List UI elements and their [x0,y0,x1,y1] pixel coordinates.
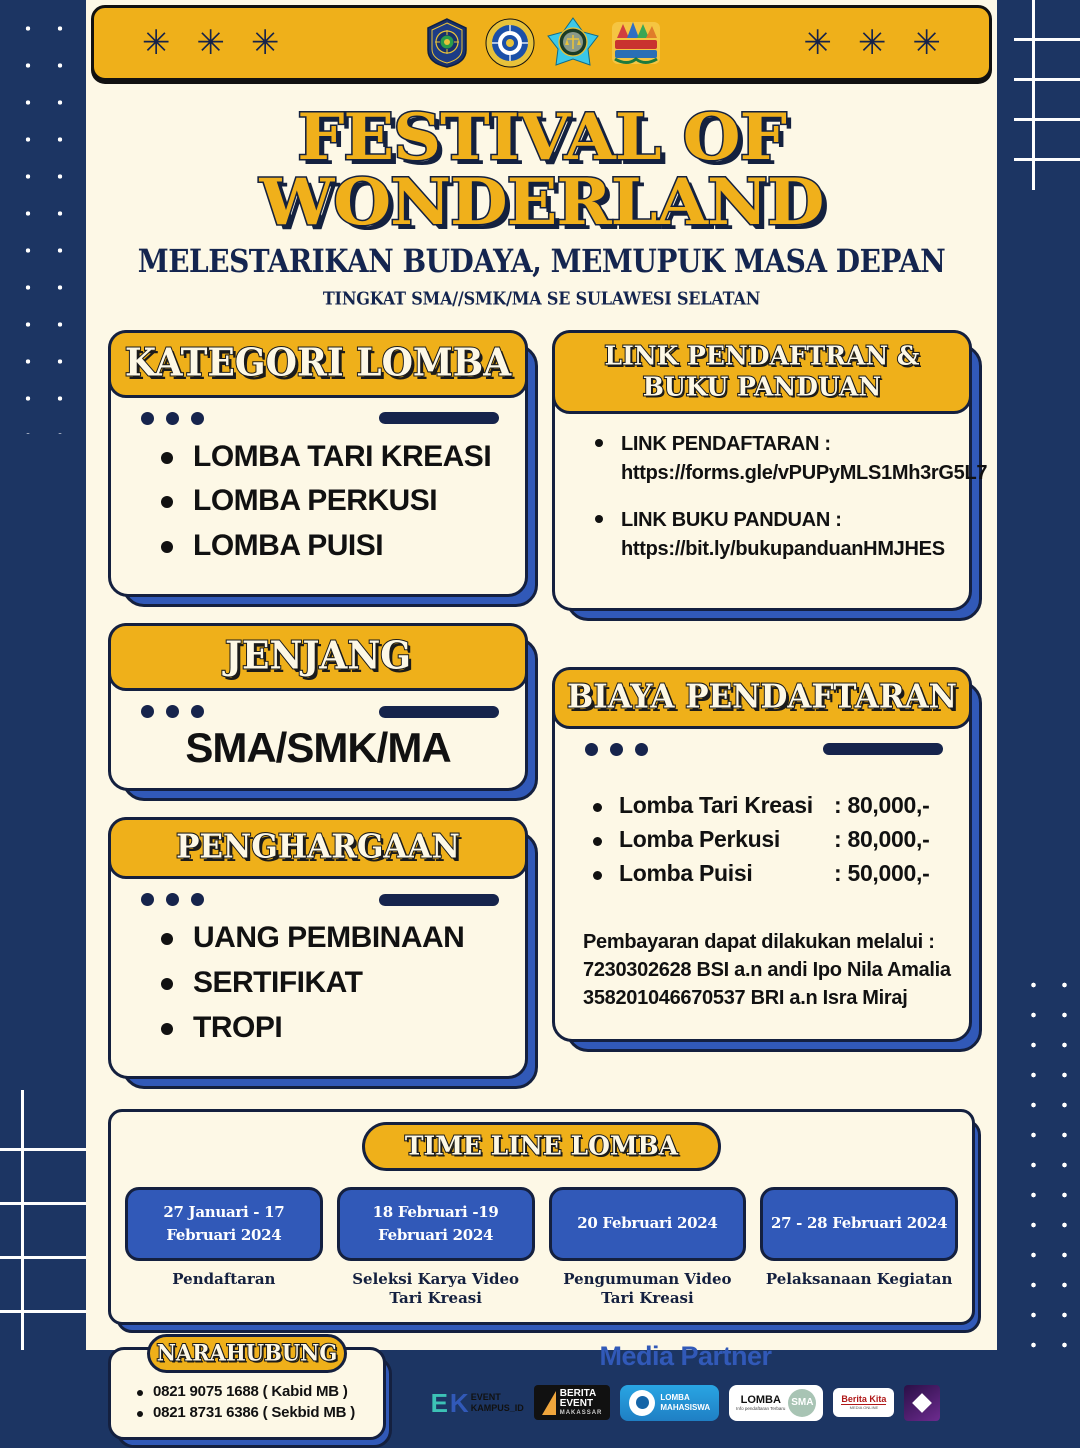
card-header [552,667,972,729]
background-grid-pattern-right [1014,0,1080,190]
ek-e-letter: E [430,1387,448,1418]
event-kampus-id-logo [431,1384,524,1422]
timeline-date-box [760,1187,958,1261]
partner-label-line1: LOMBA [740,1393,781,1406]
background-grid-pattern-left [0,1090,86,1350]
timeline-heading-pill [362,1122,721,1171]
asterisk-icon: ✳ [196,23,225,63]
decorative-dots-row [111,691,525,718]
media-partner-section [396,1339,975,1422]
footer-section [86,1325,997,1440]
fee-name: Lomba Tari Kreasi [619,791,813,818]
link-label: LINK PENDAFTARAN : [621,432,831,455]
poster-canvas [86,0,997,1421]
star-decoration-left [142,23,280,63]
ek-k-letter: K [449,1387,469,1418]
fee-price: : 80,000,- [834,825,930,852]
payment-info [555,894,969,1039]
header-banner [91,5,992,81]
berita-kita-logo [833,1384,894,1422]
timeline-label: Pengumuman Video Tari Kreasi [563,1270,732,1307]
timeline-entry [125,1187,323,1308]
institution-logos [420,16,663,70]
partner-label-line2: MAHASISWA [660,1402,711,1412]
partner-label-line1: LOMBA [660,1393,690,1402]
link-label: LINK BUKU PANDUAN : [621,508,842,531]
bar-decoration [379,894,499,906]
education-level: TINGKAT SMA//SMK/MA SE SULAWESI SELATAN [322,287,761,309]
partner-label-line2: MEDIA ONLINE [841,1404,886,1410]
content-columns [86,308,997,1106]
asterisk-icon: ✳ [912,23,941,63]
decorative-dots-row [111,398,525,425]
list-item [595,506,951,564]
partner-label-line2: KAMPUS_ID [470,1402,524,1413]
timeline-date: 20 Februari 2024 [577,1214,718,1233]
tagline: MELESTARIKAN BUDAYA, MEMUPUK MASA DEPAN [137,242,946,280]
timeline-header [125,1122,958,1171]
diamond-partner-logo [904,1384,940,1422]
biaya-heading: BIAYA PENDAFTARAN [567,677,957,716]
card-body [108,330,528,598]
partner-label-line1: EVENT [470,1392,501,1403]
partner-label-line2: Info pendaftaran Terbaru [736,1405,786,1411]
bar-decoration [379,706,499,718]
card-body [108,623,528,791]
narahubung-heading: NARAHUBUNG [156,1338,338,1366]
jenjang-value: SMA/SMK/MA [185,724,451,772]
three-dots-decoration [141,412,204,425]
asterisk-icon: ✳ [858,23,887,63]
timeline-label: Seleksi Karya Video Tari Kreasi [352,1270,520,1307]
list-item: UANG PEMBINAAN [157,920,515,957]
fee-name: Lomba Puisi [619,859,753,886]
timeline-entry [337,1187,535,1308]
circle-icon [629,1390,655,1416]
partner-label-line3: MAKASSAR [559,1409,603,1416]
background-dot-pattern-right [1010,960,1076,1350]
card-body [108,817,528,1079]
bank-account-bsi: 7230302628 BSI a.n andi Ipo Nila Amalia [583,958,951,981]
triangle-icon [542,1391,556,1415]
kategori-lomba-heading: KATEGORI LOMBA [124,340,512,385]
timeline-heading: TIME LINE LOMBA [404,1130,679,1161]
contact-phone-kabid: 0821 9075 1688 ( Kabid MB ) [133,1383,373,1400]
contact-list [121,1373,373,1421]
partner-label-line1: Berita Kita [841,1394,887,1405]
three-dots-decoration [141,705,204,718]
card-header [108,623,528,691]
table-row [591,860,959,887]
list-item: TROPI [157,1010,515,1047]
jenjang-card [108,623,528,791]
jenjang-heading: JENJANG [225,634,411,679]
decorative-dots-row [555,729,969,756]
timeline-entry [760,1187,958,1308]
three-dots-decoration [585,743,648,756]
penghargaan-heading: PENGHARGAAN [176,828,460,867]
right-column [552,330,988,1106]
three-dots-decoration [141,893,204,906]
timeline-label: Pendaftaran [172,1270,276,1289]
card-body [552,330,988,611]
list-item: SERTIFIKAT [157,965,515,1002]
penghargaan-list [111,906,525,1076]
timeline-date-box [125,1187,323,1261]
timeline-date: 27 Januari - 17 Februari 2024 [163,1202,285,1245]
universitas-negeri-makassar-logo [420,16,474,70]
timeline-date-box [337,1187,535,1261]
timeline-entry [549,1187,747,1308]
hmj-pendidikan-seni-logo [483,16,537,70]
payment-note: Pembayaran dapat dilakukan melalui : [583,930,935,953]
bank-account-bri: 358201046670537 BRI a.n Isra Miraj [583,987,908,1010]
media-partner-title: Media Partner [599,1340,772,1371]
partner-label-line2: EVENT [559,1398,594,1410]
kategori-lomba-list [111,425,525,595]
narahubung-card [108,1338,386,1440]
registration-link[interactable]: https://forms.gle/vPUPyMLS1Mh3rG5L7 [621,461,988,484]
kategori-lomba-card [108,330,528,598]
list-item: LOMBA TARI KREASI [157,439,515,476]
timeline-grid [125,1187,958,1308]
timeline-label: Pelaksanaan Kegiatan [765,1270,953,1289]
asterisk-icon: ✳ [803,23,832,63]
asterisk-icon: ✳ [142,23,171,63]
timeline-date: 27 - 28 Februari 2024 [770,1214,948,1233]
table-row [591,826,959,853]
fee-price: : 50,000,- [834,859,930,886]
page-title: FESTIVAL OF WONDERLAND [259,100,824,241]
penghargaan-card [108,817,528,1079]
list-item: LOMBA PUISI [157,528,515,565]
list-item [595,430,988,488]
star-decoration-right [803,23,942,63]
narahubung-heading-pill [147,1334,347,1373]
timeline-date: 18 Februari -19 Februari 2024 [372,1202,499,1245]
card-body [552,667,972,1042]
guidebook-link[interactable]: https://bit.ly/bukupanduanHMJHES [621,537,945,560]
biaya-pendaftaran-card [552,667,972,1042]
lomba-mahasiswa-logo [620,1384,719,1422]
festival-wonderland-logo [609,16,663,70]
fee-name: Lomba Perkusi [619,825,780,852]
link-list [555,414,988,608]
berita-event-makassar-logo [534,1384,611,1422]
partner-label-line3: SMA [788,1389,816,1417]
left-column [108,330,528,1106]
bar-decoration [379,412,499,424]
partner-label-line1: BERITA [559,1387,597,1399]
card-header [108,817,528,879]
link-heading: LINK PENDAFTRAN & BUKU PANDUAN [604,339,920,402]
card-header [108,330,528,398]
card-header [552,330,972,414]
asterisk-icon: ✳ [251,23,280,63]
list-item: LOMBA PERKUSI [157,483,515,520]
timeline-card [108,1109,975,1325]
title-block [86,81,997,308]
contact-phone-sekbid: 0821 8731 6386 ( Sekbid MB ) [133,1404,373,1421]
diamond-icon [904,1385,940,1421]
card-body [108,1109,975,1325]
media-partner-logos [396,1384,975,1422]
link-pendaftaran-card [552,330,988,611]
timeline-date-box [549,1187,747,1261]
table-row [591,792,959,819]
card-body [108,1338,386,1440]
fee-price: : 80,000,- [834,791,930,818]
decorative-dots-row [111,879,525,906]
bar-decoration [823,743,943,755]
lomba-sma-logo [729,1384,823,1422]
fee-list [555,756,969,887]
provinsi-sulawesi-selatan-logo [546,16,600,70]
